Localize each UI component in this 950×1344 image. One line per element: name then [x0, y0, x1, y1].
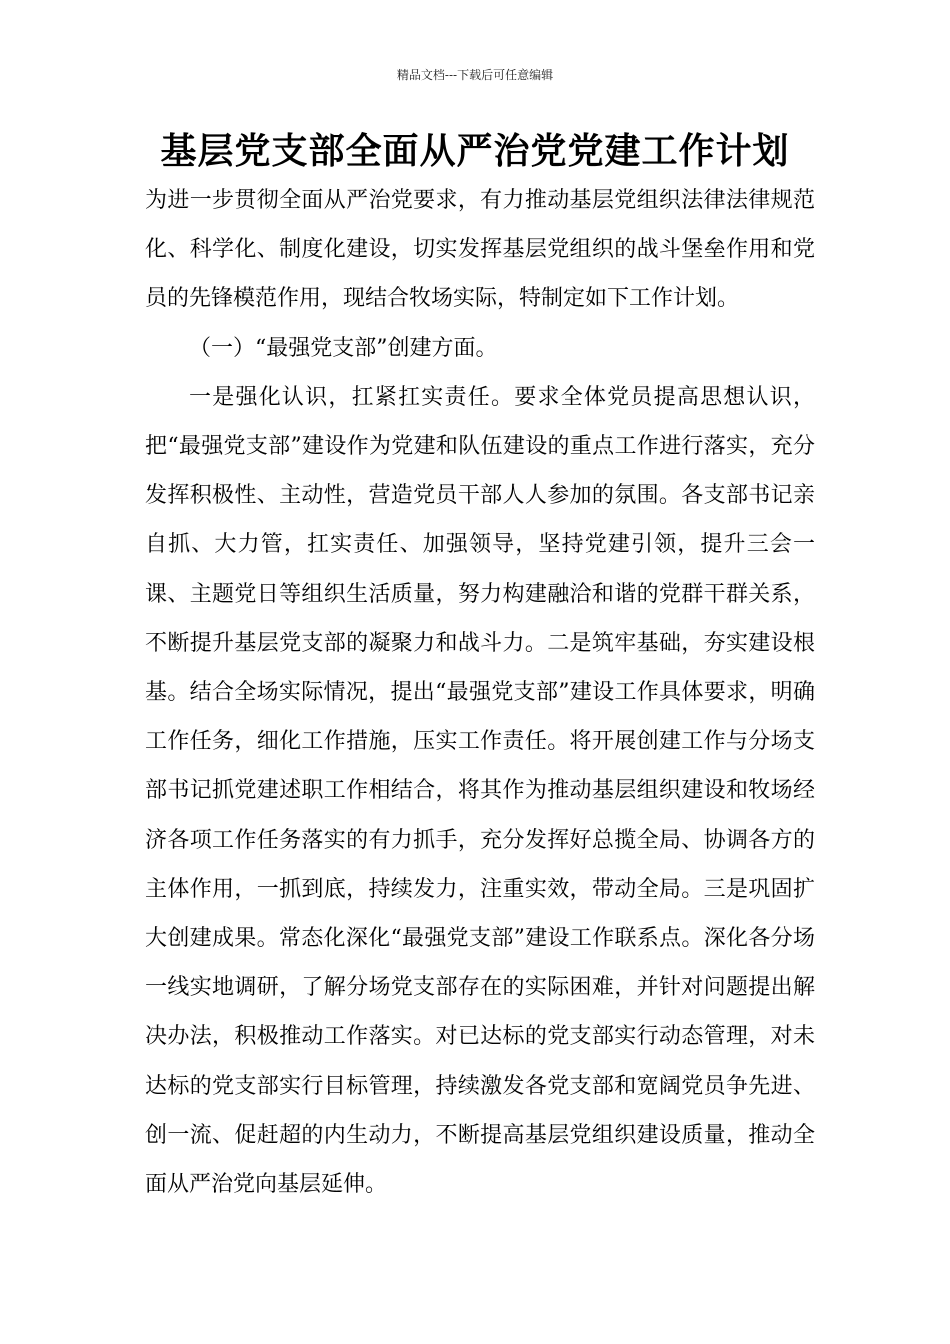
page-header-note: 精品文档---下载后可任意编辑 — [396, 68, 554, 82]
body-paragraph: 一是强化认识，扛紧扛实责任。要求全体党员提高思想认识，把“最强党支部”建设作为党建和队伍建设的重点工作进行落实，充分发挥积极性、主动性，营造党员干部人人参加的氛围。各支部书记亲自抓、大力管，扛实责任、加强领导，坚持党建引领，提升三会一课、主题党日等组织生活质量，努力构建融洽和谐的党群干群关系，不断提升基层党支部的凝聚力和战斗力。二是筑牢基础，夯实建设根基。结合全场实际情况，提出“最强党支部”建设工作具体要求，明确工作任务，细化工作措施，压实工作责任。将开展创建工作与分场支部书记抓党建述职工作相结合，将其作为推动基层组织建设和牧场经济各项工作任务落实的有力抓手，充分发挥好总揽全局、协调各方的主体作用，一抓到底，持续发力，注重实效，带动全局。三是巩固扩大创建成果。常态化深化“最强党支部”建设工作联系点。深化各分场一线实地调研，了解分场党支部存在的实际困难，并针对问题提出解决办法，积极推动工作落实。对已达标的党支部实行动态管理，对未达标的党支部实行目标管理，持续激发各党支部和宽阔党员争先进、创一流、促赶超的内生动力，不断提高基层党组织建设质量，推动全面从严治党向基层延伸。 — [145, 384, 815, 1198]
intro-paragraph: 为进一步贯彻全面从严治党要求，有力推动基层党组织法律法律规范化、科学化、制度化建设，切实发挥基层党组织的战斗堡垒作用和党员的先锋模范作用，现结合牧场实际，特制定如下工作计划。 — [145, 188, 815, 312]
section-heading: （一）“最强党支部”创建方面。 — [189, 335, 498, 361]
document-body — [145, 176, 815, 1209]
document-title: 基层党支部全面从严治党党建工作计划 — [160, 131, 790, 172]
